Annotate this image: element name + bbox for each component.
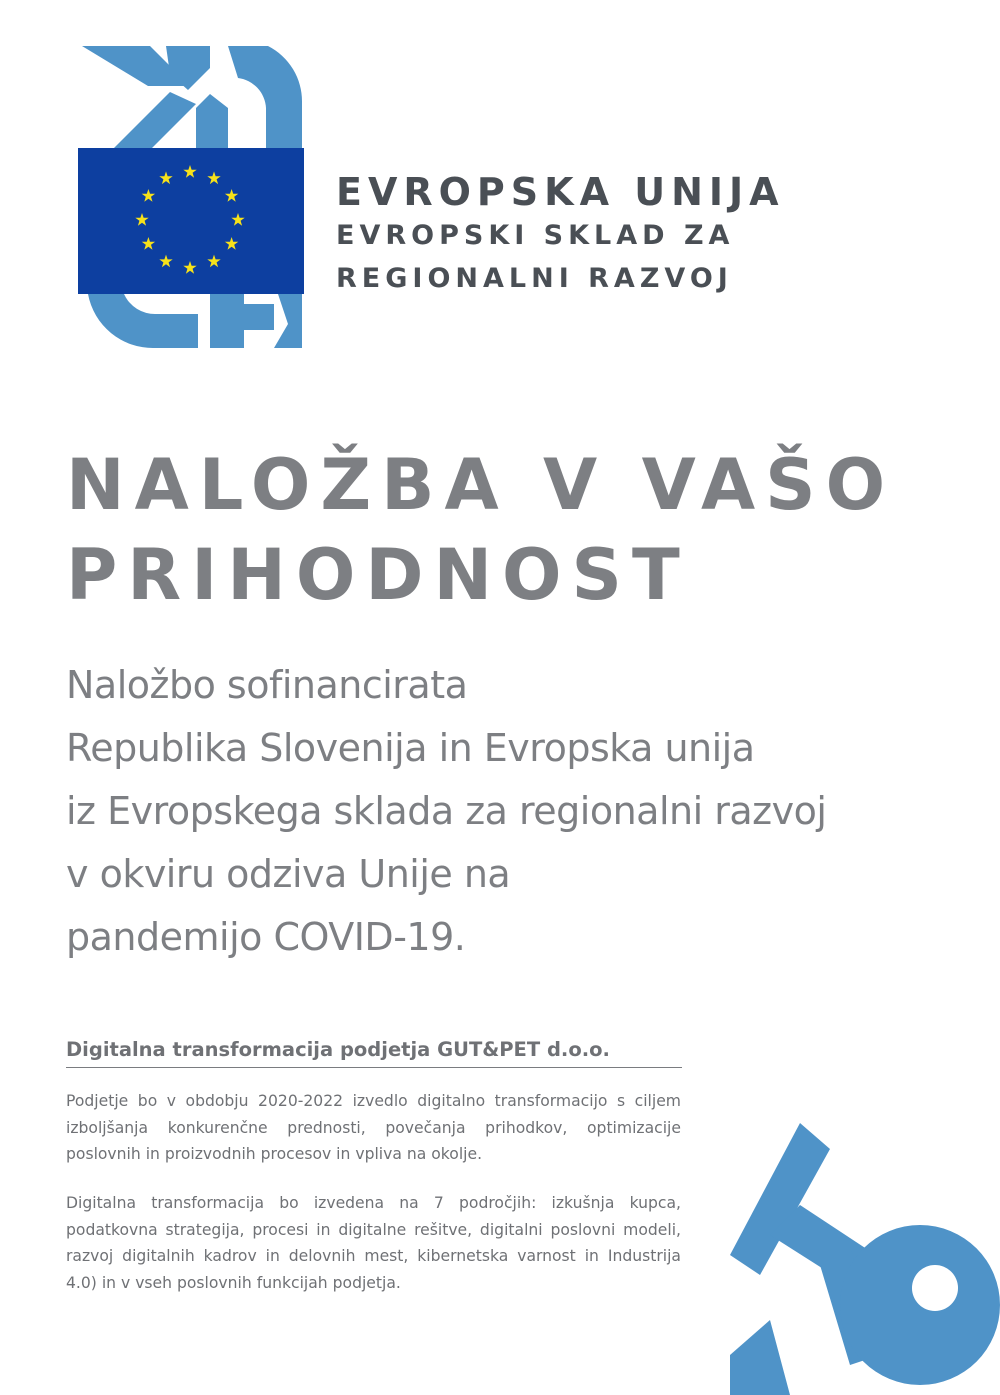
headline bbox=[66, 440, 966, 620]
eu-logo-line-1: EVROPSKA UNIJA bbox=[336, 170, 785, 214]
headline-line-1: NALOŽBA V VAŠO bbox=[66, 444, 896, 526]
project-paragraph-2: Digitalna transformacija bo izvedena na 7 področjih: izkušnja kupca, podatkovna strategija, procesi in digitalne rešitve, digitalni poslovni modeli, razvoj digitalnih kadrov in delovnih mest, kibernetska varnost in Industrija 4.0) in v vseh poslovnih funkcijah podjetja. bbox=[66, 1194, 681, 1292]
eu-logo-line-2: EVROPSKI SKLAD ZA bbox=[336, 220, 735, 251]
cofinancing-line-5: pandemijo COVID-19. bbox=[66, 915, 466, 959]
cofinancing-line-2: Republika Slovenija in Evropska unija bbox=[66, 726, 755, 770]
eu-logo-line-3: REGIONALNI RAZVOJ bbox=[336, 263, 733, 294]
project-title: Digitalna transformacija podjetja GUT&PET d.o.o. bbox=[66, 1038, 682, 1068]
headline-line-2: PRIHODNOST bbox=[66, 534, 690, 616]
cofinancing-statement bbox=[66, 654, 966, 969]
corner-decoration-icon bbox=[730, 1115, 1000, 1395]
cofinancing-line-1: Naložbo sofinancirata bbox=[66, 663, 468, 707]
project-paragraph-1: Podjetje bo v obdobju 2020-2022 izvedlo digitalno transformacijo s ciljem izboljšanja konkurenčne prednosti, povečanja prihodkov, optimizacije poslovnih in proizvodnih procesov in vpliva na okolje. bbox=[66, 1092, 681, 1163]
cofinancing-line-4: v okviru odziva Unije na bbox=[66, 852, 511, 896]
eu-logo-block bbox=[0, 0, 1000, 380]
eu-logo-text bbox=[336, 170, 785, 300]
eu-emblem-icon bbox=[78, 44, 304, 350]
cofinancing-line-3: iz Evropskega sklada za regionalni razvoj bbox=[66, 789, 827, 833]
